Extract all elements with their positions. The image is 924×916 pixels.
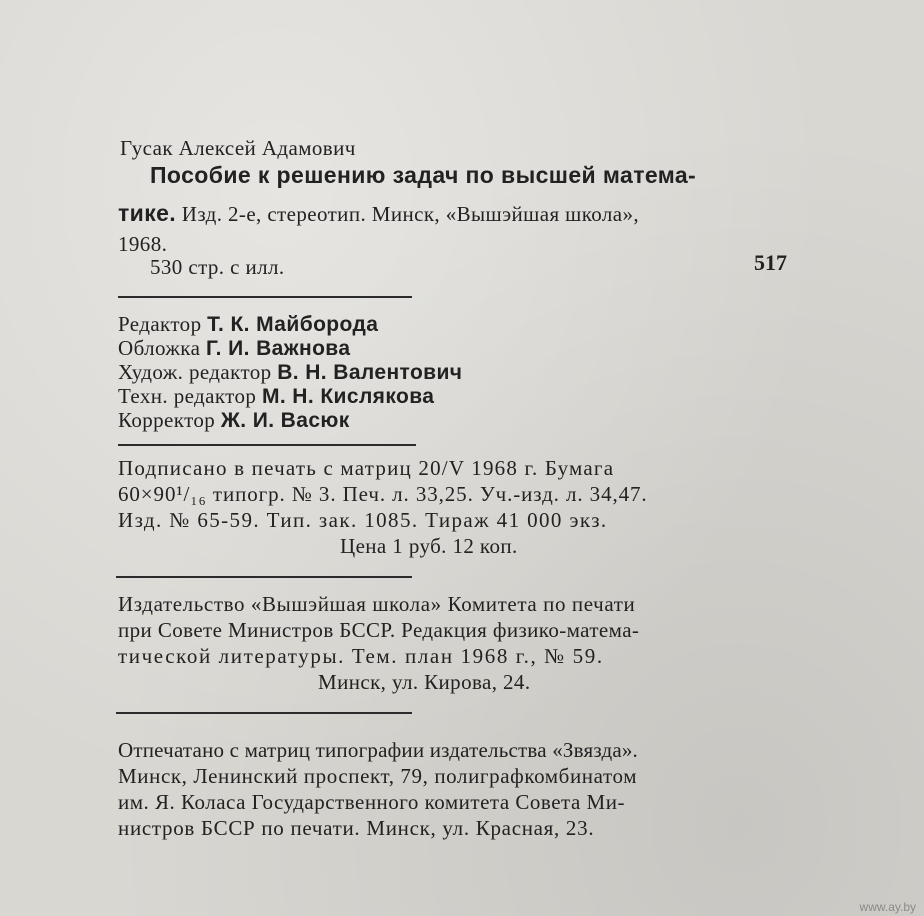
page-count: 530 стр. с илл. xyxy=(150,255,285,279)
publication-year: 1968. xyxy=(118,232,168,256)
credit-name: Г. И. Важнова xyxy=(205,337,351,360)
credit-role: Корректор xyxy=(118,408,221,432)
credit-editor xyxy=(118,312,378,337)
credit-art-editor xyxy=(118,360,462,385)
author-name: Гусак Алексей Адамович xyxy=(120,136,356,160)
publisher-line-2: при Совете Министров БССР. Редакция физико-матема- xyxy=(118,618,640,642)
divider xyxy=(118,296,412,298)
credit-name: Т. К. Майборода xyxy=(207,313,379,336)
divider xyxy=(116,712,412,714)
credit-tech-editor xyxy=(118,384,434,409)
printing-line-3: Изд. № 65-59. Тип. зак. 1085. Тираж 41 000 экз. xyxy=(118,508,608,532)
price: Цена 1 руб. 12 коп. xyxy=(340,534,518,558)
printing-line-2: 60×90¹/₁₆ типогр. № 3. Печ. л. 33,25. Уч.-изд. л. 34,47. xyxy=(118,482,648,506)
edition-info: Изд. 2-е, стереотип. Минск, «Вышэйшая школа», xyxy=(176,202,640,226)
credit-cover xyxy=(118,336,350,361)
printer-line-3: им. Я. Коласа Государственного комитета Совета Ми- xyxy=(118,790,625,814)
credit-name: В. Н. Валентович xyxy=(277,361,463,384)
divider xyxy=(116,576,412,578)
printer-line-4: нистров БССР по печати. Минск, ул. Красная, 23. xyxy=(118,816,595,840)
book-title-line-1: Пособие к решению задач по высшей матема- xyxy=(150,162,697,188)
divider xyxy=(118,444,416,446)
credit-name: М. Н. Кислякова xyxy=(261,385,435,408)
credit-role: Техн. редактор xyxy=(118,384,262,408)
printer-line-1: Отпечатано с матриц типографии издательства «Звязда». xyxy=(118,738,639,762)
credit-proofreader xyxy=(118,408,350,433)
publisher-address: Минск, ул. Кирова, 24. xyxy=(318,670,531,694)
printing-line-1: Подписано в печать с матриц 20/V 1968 г. Бумага xyxy=(118,456,615,480)
book-title-line-2 xyxy=(118,200,639,227)
publisher-line-3: тической литературы. Тем. план 1968 г., № 59. xyxy=(118,644,604,668)
credit-role: Худож. редактор xyxy=(118,360,278,384)
watermark-text: www.ay.by xyxy=(859,900,916,914)
credit-role: Редактор xyxy=(118,312,208,336)
classification-code: 517 xyxy=(754,250,787,275)
book-title-end: тике. xyxy=(118,200,177,226)
publisher-line-1: Издательство «Вышэйшая школа» Комитета по печати xyxy=(118,592,636,616)
credit-name: Ж. И. Васюк xyxy=(220,409,350,432)
printer-line-2: Минск, Ленинский проспект, 79, полиграфкомбинатом xyxy=(118,764,638,788)
credit-role: Обложка xyxy=(118,336,206,360)
